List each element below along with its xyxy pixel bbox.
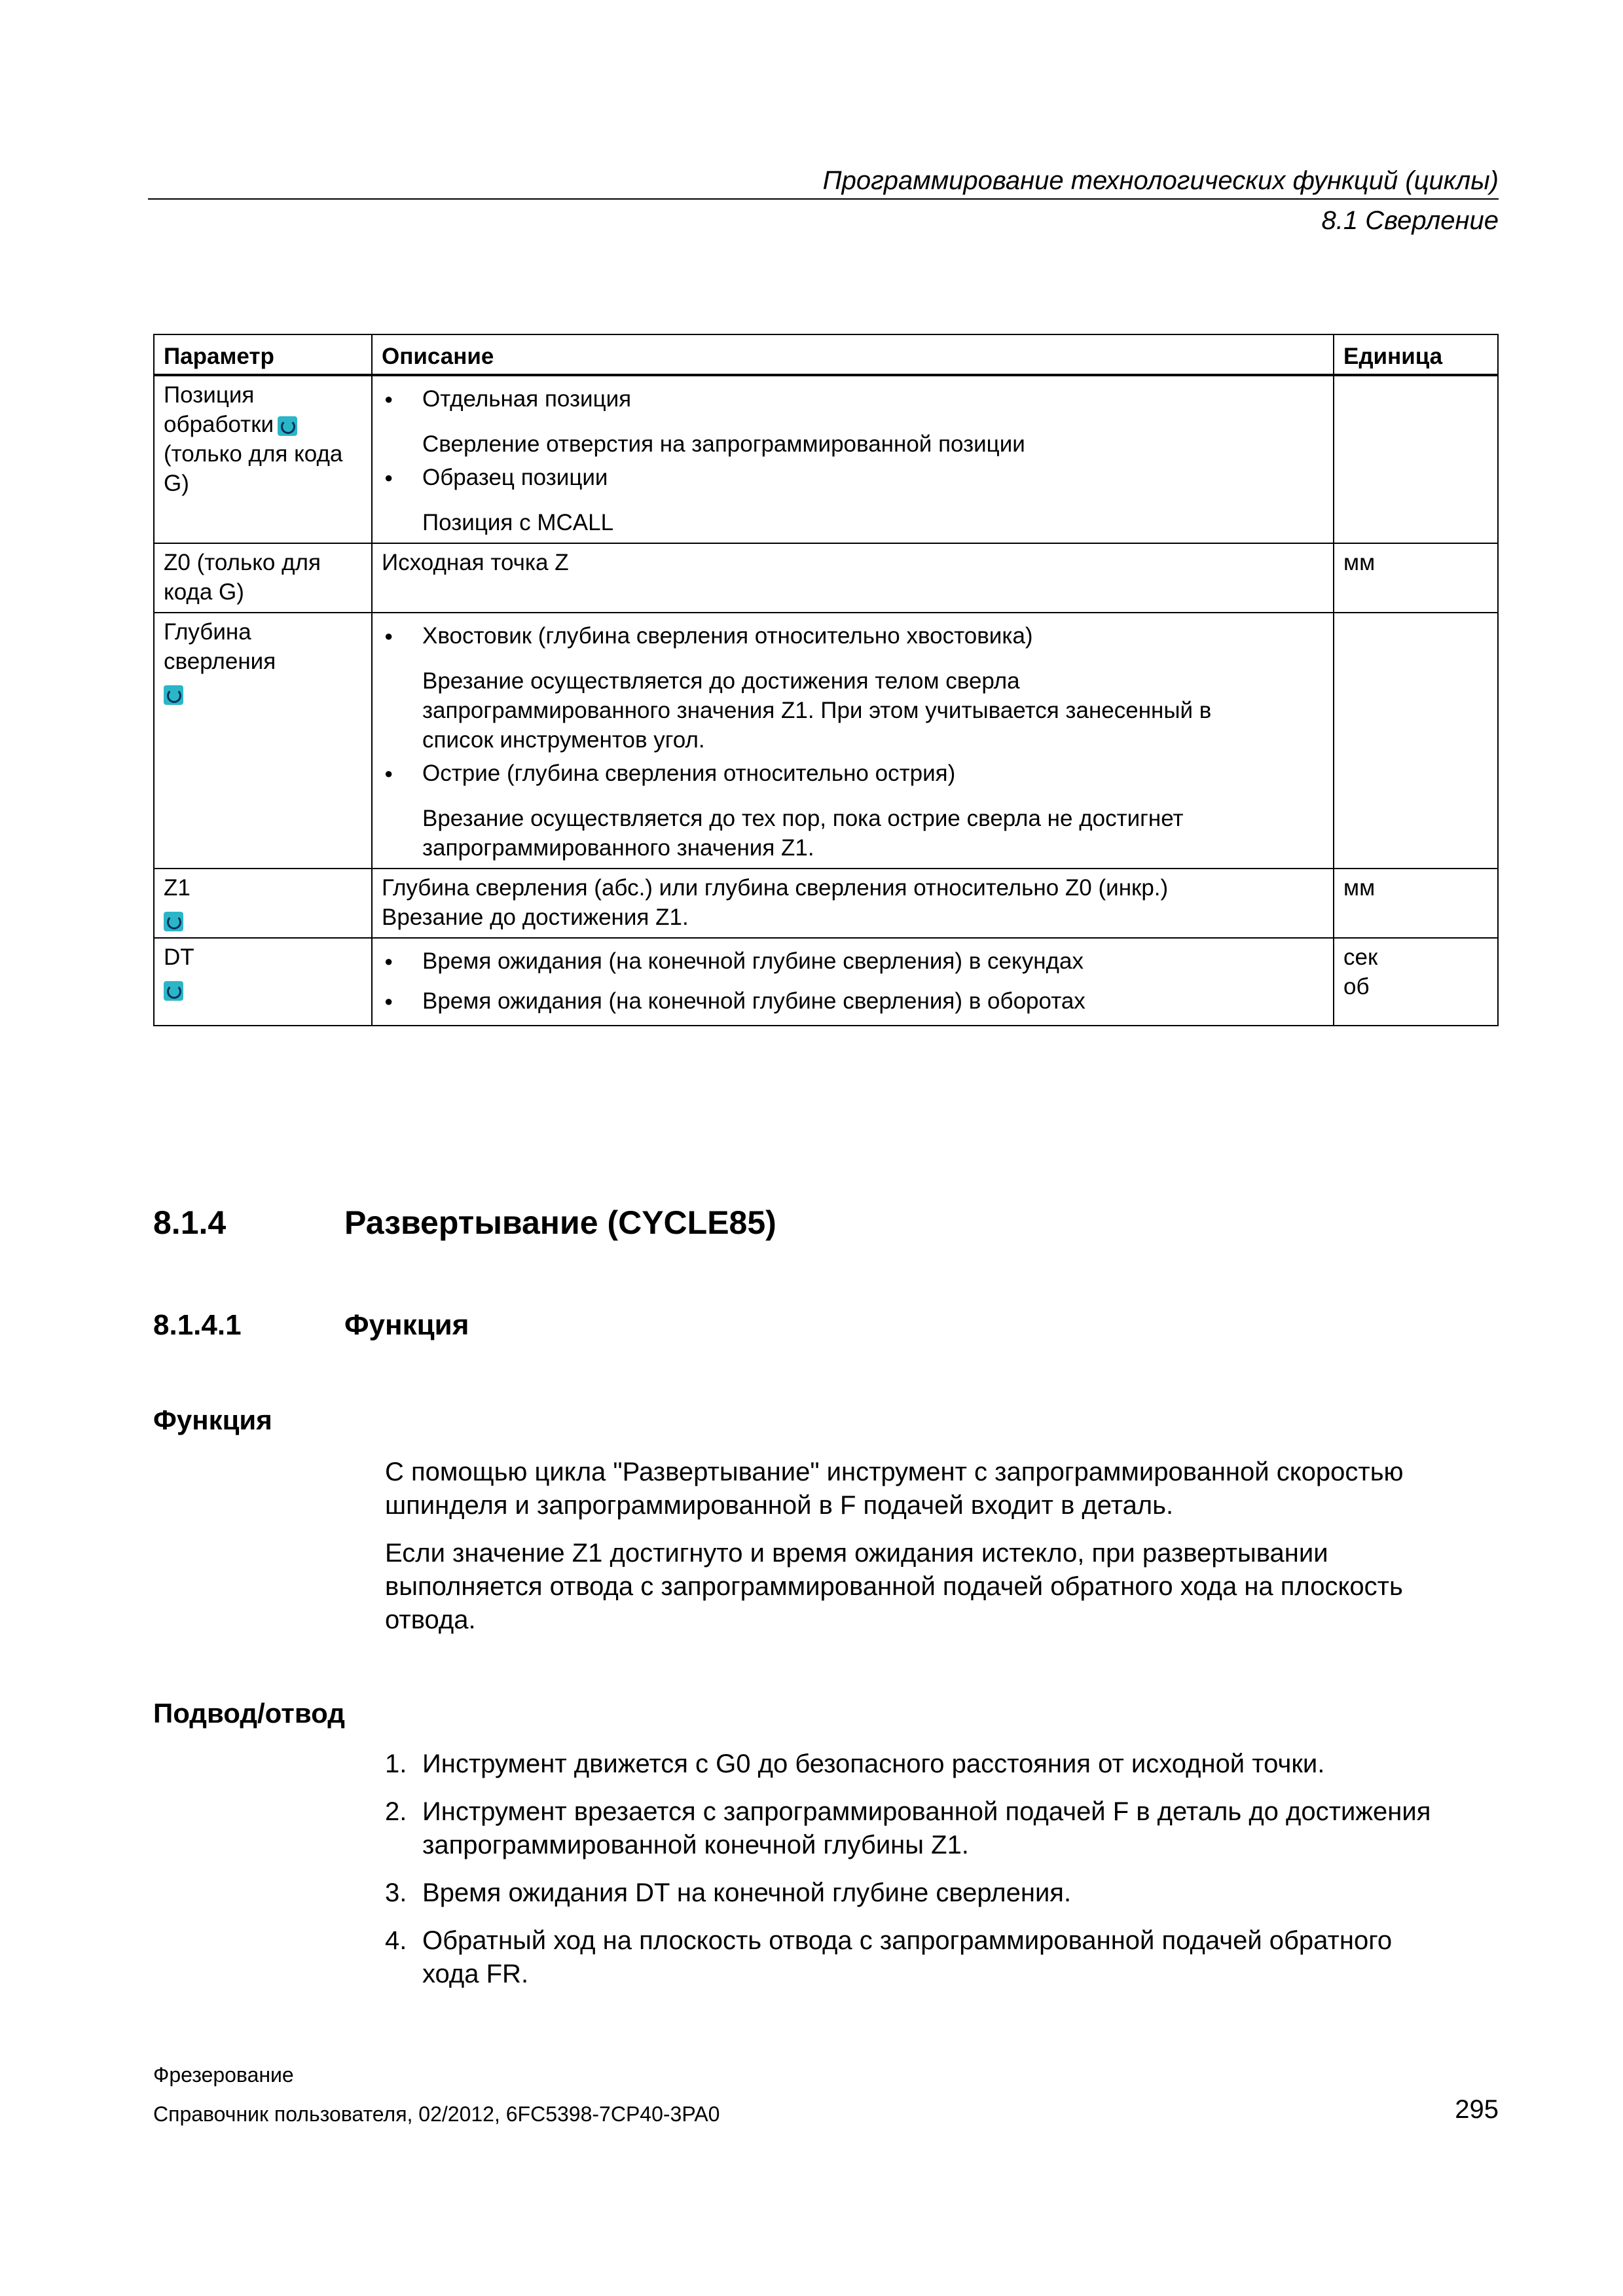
- unit-line: об: [1343, 974, 1370, 999]
- param-cell: [154, 869, 372, 938]
- param-cell: [154, 938, 372, 1026]
- running-header-section: 8.1 Сверление: [1321, 206, 1499, 235]
- paragraph-line: С помощью цикла "Развертывание" инструмент с запрограммированной скоростью: [385, 1458, 1404, 1486]
- param-line: G): [164, 471, 189, 496]
- section-number: 8.1.4: [153, 1204, 227, 1241]
- step-line: Инструмент врезается с запрограммированной подачей F в деталь до достижения: [422, 1797, 1431, 1826]
- table-row: [154, 543, 1498, 613]
- bullet-text: Время ожидания (на конечной глубине сверления) в оборотах: [422, 988, 1085, 1014]
- sub-text-line: Врезание осуществляется до тех пор, пока острие сверла не достигнет: [422, 806, 1184, 831]
- unit-cell: мм: [1334, 869, 1498, 938]
- bullet-item: [382, 463, 1325, 492]
- table-row: [154, 375, 1498, 543]
- sub-text-line: запрограммированного значения Z1. При этом учитывается занесенный в: [422, 698, 1212, 723]
- step-text: [422, 1748, 1498, 1781]
- paragraph-line: выполняется отвода с запрограммированной подачей обратного хода на плоскость: [385, 1572, 1403, 1601]
- footer-product: Фрезерование: [153, 2063, 294, 2087]
- step-number: 1.: [385, 1749, 407, 1778]
- table-row: [154, 613, 1498, 869]
- column-header-unit: Единица: [1334, 334, 1498, 375]
- param-line: DT: [164, 944, 194, 970]
- step-number: 2.: [385, 1797, 407, 1826]
- section-title: Развертывание (CYCLE85): [344, 1204, 776, 1241]
- approach-steps: [385, 1748, 1498, 2005]
- table-row: [154, 869, 1498, 938]
- subsection-number: 8.1.4.1: [153, 1309, 242, 1341]
- paragraph-line: отвода.: [385, 1605, 476, 1634]
- cycle-toggle-icon: [164, 912, 183, 931]
- sub-text: [382, 666, 1325, 755]
- param-line: обработки: [164, 412, 274, 437]
- list-item: [385, 1924, 1498, 1991]
- desc-line: Врезание до достижения Z1.: [382, 905, 689, 930]
- footer-manual-info: Справочник пользователя, 02/2012, 6FC5398-7CP40-3PA0: [153, 2102, 720, 2126]
- unit-cell: [1334, 613, 1498, 869]
- param-line: Позиция: [164, 382, 255, 408]
- description-cell: [372, 375, 1334, 543]
- column-header-parameter: Параметр: [154, 334, 372, 375]
- unit-cell: мм: [1334, 543, 1498, 613]
- unit-line: сек: [1343, 944, 1378, 970]
- param-line: Z1: [164, 875, 191, 901]
- unit-cell: [1334, 938, 1498, 1026]
- bullet-dot: ●: [384, 765, 393, 781]
- running-header-title: Программирование технологических функций (циклы): [822, 166, 1499, 195]
- step-line: запрограммированной конечной глубины Z1.: [422, 1831, 969, 1859]
- param-cell: [154, 375, 372, 543]
- param-line: кода G): [164, 579, 244, 605]
- param-cell: [154, 543, 372, 613]
- bullet-item: [382, 946, 1325, 976]
- step-number: 4.: [385, 1926, 407, 1955]
- bullet-dot: ●: [384, 953, 393, 969]
- bullet-text: Острие (глубина сверления относительно острия): [422, 761, 956, 786]
- column-header-description: Описание: [372, 334, 1334, 375]
- cycle-toggle-icon: [164, 981, 183, 1001]
- param-line: Z0 (только для: [164, 550, 321, 575]
- list-item: [385, 1876, 1498, 1910]
- bullet-text: Хвостовик (глубина сверления относительно хвостовика): [422, 623, 1033, 649]
- paragraph-line: Если значение Z1 достигнуто и время ожидания истекло, при развертывании: [385, 1539, 1328, 1568]
- description-cell: [372, 869, 1334, 938]
- bullet-dot: ●: [384, 993, 393, 1009]
- cycle-toggle-icon: [278, 416, 297, 436]
- table-header-row: [154, 334, 1498, 375]
- step-line: Время ожидания DT на конечной глубине сверления.: [422, 1878, 1072, 1907]
- unit-cell: [1334, 375, 1498, 543]
- bullet-item: [382, 986, 1325, 1016]
- function-paragraph: [385, 1537, 1498, 1637]
- param-line: Глубина: [164, 619, 251, 645]
- bullet-dot: ●: [384, 469, 393, 486]
- sub-text-line: список инструментов угол.: [422, 727, 705, 753]
- table-row: [154, 938, 1498, 1026]
- bullet-text: Время ожидания (на конечной глубине сверления) в секундах: [422, 948, 1084, 974]
- list-item: [385, 1795, 1498, 1862]
- step-number: 3.: [385, 1878, 407, 1907]
- bullet-dot: ●: [384, 628, 393, 644]
- bullet-item: [382, 621, 1325, 651]
- list-item: [385, 1748, 1498, 1781]
- header-rule: [148, 198, 1499, 200]
- desc-line: Глубина сверления (абс.) или глубина сверления относительно Z0 (инкр.): [382, 875, 1169, 901]
- sub-text-line: Врезание осуществляется до достижения телом сверла: [422, 668, 1020, 694]
- step-text: [422, 1876, 1498, 1910]
- bullet-text: Образец позиции: [422, 465, 608, 490]
- step-line: Обратный ход на плоскость отвода с запрограммированной подачей обратного: [422, 1926, 1393, 1955]
- bullet-item: [382, 759, 1325, 788]
- bullet-text: Отдельная позиция: [422, 386, 632, 412]
- page-number: 295: [1455, 2095, 1499, 2124]
- param-line: сверления: [164, 649, 276, 674]
- sub-text: [382, 804, 1325, 863]
- paragraph-line: шпинделя и запрограммированной в F подачей входит в деталь.: [385, 1491, 1174, 1520]
- sub-text-line: запрограммированного значения Z1.: [422, 835, 814, 861]
- description-cell: [372, 613, 1334, 869]
- sub-text: Позиция с MCALL: [422, 510, 614, 535]
- subsection-title: Функция: [344, 1309, 469, 1341]
- cycle-toggle-icon: [164, 685, 183, 705]
- steps-list: [385, 1748, 1498, 1991]
- param-cell: [154, 613, 372, 869]
- description-cell: Исходная точка Z: [372, 543, 1334, 613]
- bullet-item: [382, 384, 1325, 414]
- param-line-with-icon: [164, 410, 363, 439]
- description-cell: [372, 938, 1334, 1026]
- step-line: Инструмент движется с G0 до безопасного расстояния от исходной точки.: [422, 1749, 1325, 1778]
- param-line: (только для кода: [164, 441, 343, 467]
- function-body: [385, 1456, 1498, 1651]
- step-text: [422, 1924, 1498, 1991]
- step-line: хода FR.: [422, 1960, 529, 1988]
- parameter-table: [153, 334, 1499, 1026]
- approach-heading: Подвод/отвод: [153, 1698, 345, 1729]
- sub-text: Сверление отверстия на запрограммированной позиции: [422, 431, 1025, 457]
- function-heading: Функция: [153, 1405, 272, 1435]
- bullet-dot: ●: [384, 391, 393, 407]
- step-text: [422, 1795, 1498, 1862]
- function-paragraph: [385, 1456, 1498, 1522]
